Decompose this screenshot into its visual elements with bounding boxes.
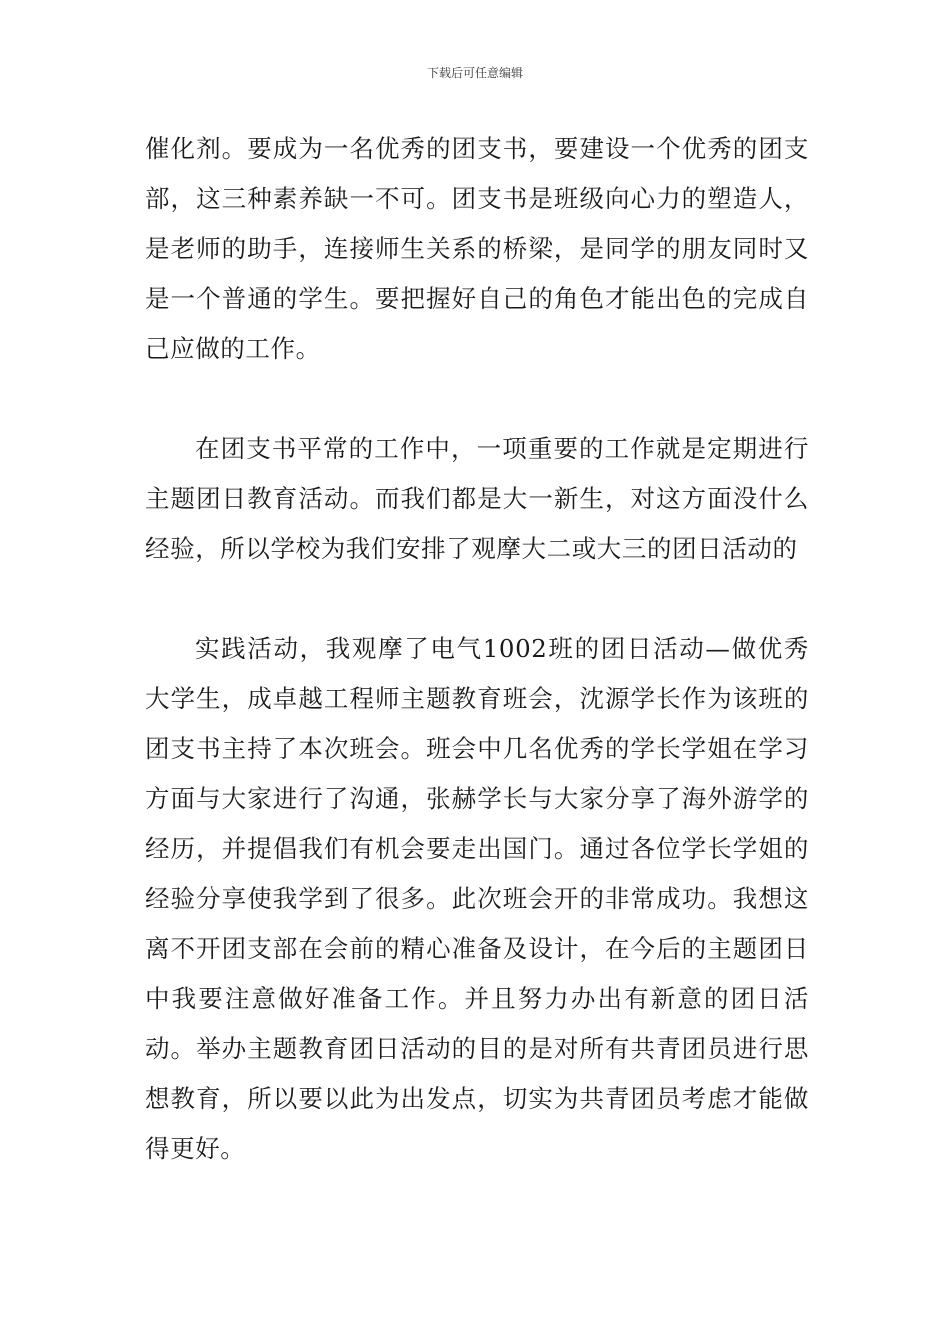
paragraph-spacer xyxy=(145,374,809,424)
paragraph-1: 催化剂。要成为一名优秀的团支书，要建设一个优秀的团支部，这三种素养缺一不可。团支书是班级向心力的塑造人，是老师的助手，连接师生关系的桥梁，是同学的朋友同时又是一个普通的学生。要把握好自己的角色才能出色的完成自己应做的工作。 xyxy=(145,134,809,363)
paragraph-2: 在团支书平常的工作中，一项重要的工作就是定期进行主题团日教育活动。而我们都是大一新生，对这方面没什么经验，所以学校为我们安排了观摩大二或大三的团日活动的 xyxy=(145,434,809,563)
page-header: 下载后可任意编辑 xyxy=(426,66,523,80)
paragraph-spacer xyxy=(145,574,809,624)
paragraph-3: 实践活动，我观摩了电气1002班的团日活动—做优秀大学生，成卓越工程师主题教育班会，沈源学长作为该班的团支书主持了本次班会。班会中几名优秀的学长学姐在学习方面与大家进行了沟通，张赫学长与大家分享了海外游学的经历，并提倡我们有机会要走出国门。通过各位学长学姐的经验分享使我学到了很多。此次班会开的非常成功。我想这离不开团支部在会前的精心准备及设计，在今后的主题团日中我要注意做好准备工作。并且努力办出有新意的团日活动。举办主题教育团日活动的目的是对所有共青团员进行思想教育，所以要以此为出发点，切实为共青团员考虑才能做得更好。 xyxy=(145,634,809,1163)
document-body xyxy=(145,124,809,1174)
